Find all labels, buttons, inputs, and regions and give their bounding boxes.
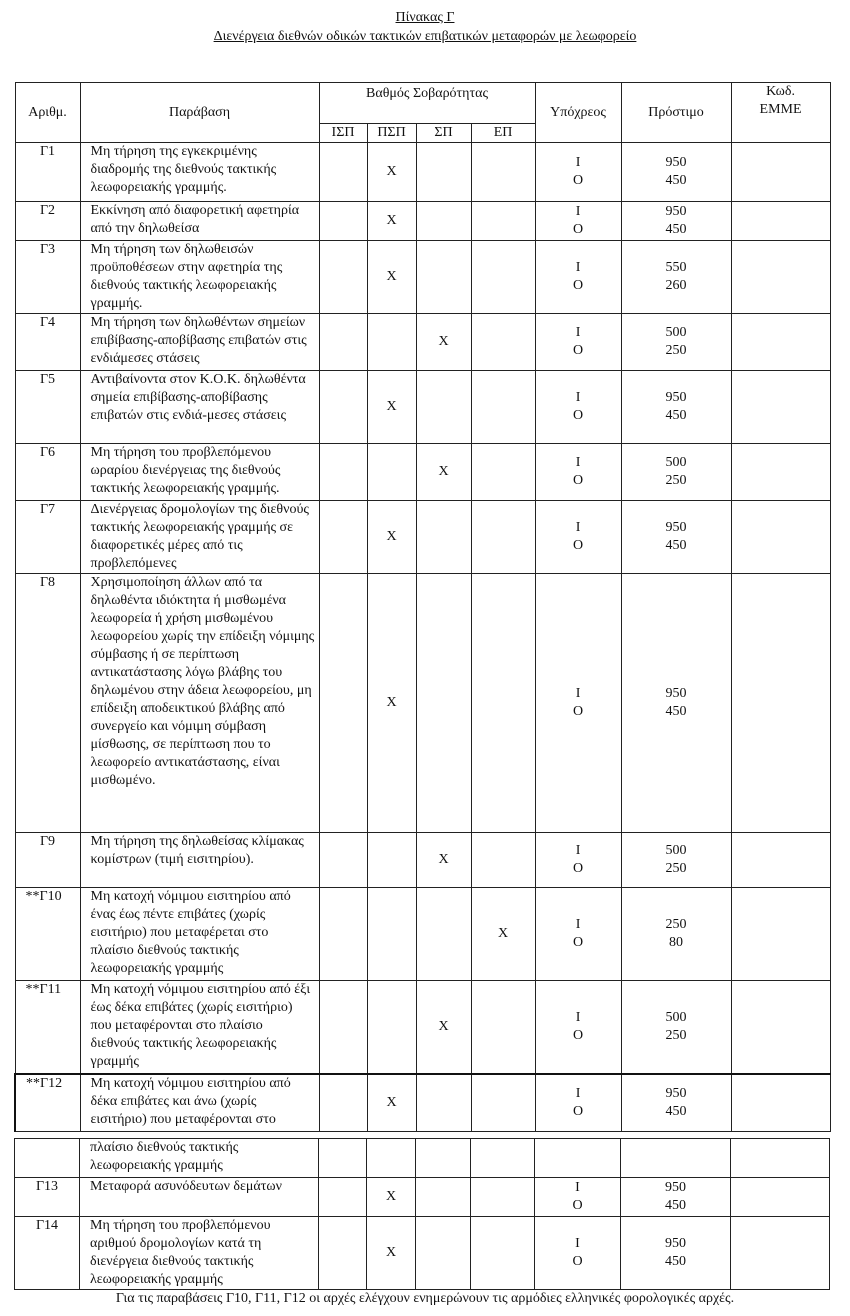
severity-isp xyxy=(319,888,367,981)
severity-sp xyxy=(416,1217,471,1290)
fine-amount xyxy=(621,444,731,501)
header-fine: Πρόστιμο xyxy=(621,83,731,143)
severity-isp xyxy=(319,371,367,444)
severity-ep xyxy=(471,1074,535,1132)
severity-psp: X xyxy=(367,574,416,833)
fine-amount xyxy=(621,1178,731,1217)
obliged-party-line-2: Ο xyxy=(572,1104,584,1119)
severity-psp xyxy=(367,1139,416,1178)
severity-ep xyxy=(471,501,535,574)
obliged-party-line-2: Ο xyxy=(572,1198,583,1213)
obliged-party-line-2: Ο xyxy=(572,861,584,876)
violation-number: **Γ12 xyxy=(15,1074,80,1132)
violation-number: Γ4 xyxy=(15,314,80,371)
obliged-party-line-2: Ο xyxy=(572,1254,583,1269)
severity-isp xyxy=(319,314,367,371)
obliged-party-line-2: Ο xyxy=(572,343,584,358)
severity-sp xyxy=(416,1178,471,1217)
violation-description: Μη τήρηση της εγκεκριμένης διαδρομής της διεθνούς τακτικής λεωφορειακής γραμμής. xyxy=(80,143,319,202)
severity-isp xyxy=(319,833,367,888)
obliged-party-line-2: Ο xyxy=(572,408,584,423)
fine-amount-line-2: 250 xyxy=(665,861,687,876)
header-severity-ep: ΕΠ xyxy=(471,124,535,143)
violation-description: Μεταφορά ασυνόδευτων δεμάτων xyxy=(80,1178,319,1217)
table-row xyxy=(15,371,830,444)
obliged-party xyxy=(535,371,621,444)
obliged-party xyxy=(535,1139,621,1178)
obliged-party-line-2: Ο xyxy=(572,935,584,950)
table-row xyxy=(15,1178,830,1217)
severity-ep xyxy=(471,202,535,241)
severity-ep xyxy=(471,1139,535,1178)
obliged-party-line-1: Ι xyxy=(575,1010,581,1025)
severity-psp: X xyxy=(367,202,416,241)
severity-sp xyxy=(416,501,471,574)
violation-number: Γ9 xyxy=(15,833,80,888)
violation-description: Μη τήρηση της δηλωθείσας κλίμακας κομίστρων (τιμή εισιτηρίου). xyxy=(80,833,319,888)
fine-amount-line-1: 950 xyxy=(665,1086,687,1101)
header-severity-isp: ΙΣΠ xyxy=(319,124,367,143)
obliged-party-line-1: Ι xyxy=(575,455,581,470)
footnote: Για τις παραβάσεις Γ10, Γ11, Γ12 οι αρχές ελέγχουν ενημερώνουν τις αρμόδιες ελληνικές φορολογικές αρχές. xyxy=(115,1291,735,1306)
fine-amount-line-2: 250 xyxy=(665,1028,687,1043)
severity-isp xyxy=(319,1139,367,1178)
fine-amount-line-2: 250 xyxy=(665,473,687,488)
obliged-party xyxy=(535,1074,621,1132)
violations-table-continued xyxy=(14,1138,830,1290)
severity-isp xyxy=(319,501,367,574)
fine-amount-line-2: 450 xyxy=(665,1254,686,1269)
violation-description: Διενέργειας δρομολογίων της διεθνούς τακτικής λεωφορειακής γραμμής σε διαφορετικές μέρες από τις προβλεπόμενες xyxy=(80,501,319,574)
table-row xyxy=(15,501,830,574)
fine-amount-line-1: 950 xyxy=(665,686,687,701)
fine-amount-line-1: 550 xyxy=(665,260,687,275)
code-emme xyxy=(731,1178,830,1217)
severity-sp xyxy=(416,371,471,444)
severity-psp xyxy=(367,981,416,1075)
obliged-party-line-1: Ι xyxy=(575,390,581,405)
obliged-party-line-1: Ι xyxy=(575,917,581,932)
severity-sp xyxy=(416,202,471,241)
violation-number xyxy=(15,1139,80,1178)
severity-psp: X xyxy=(367,1217,416,1290)
obliged-party-line-2: Ο xyxy=(572,704,584,719)
violation-description: Μη κατοχή νόμιμου εισιτηρίου από δέκα επιβάτες και άνω (χωρίς εισιτήριο) που μεταφέρονται στο xyxy=(80,1074,319,1132)
fine-amount-line-1: 250 xyxy=(665,917,687,932)
obliged-party xyxy=(535,241,621,314)
obliged-party-line-1: Ι xyxy=(575,1180,580,1195)
violation-description: Αντιβαίνοντα στον Κ.Ο.Κ. δηλωθέντα σημεία επιβίβασης-αποβίβασης επιβατών στις ενδιά-μεσες στάσεις xyxy=(80,371,319,444)
header-num: Αριθμ. xyxy=(15,83,80,143)
obliged-party-line-1: Ι xyxy=(575,843,581,858)
code-emme xyxy=(731,1074,830,1132)
obliged-party-line-2: Ο xyxy=(572,1028,584,1043)
header-code-line-1: Κωδ. xyxy=(766,84,795,99)
violation-number: Γ5 xyxy=(15,371,80,444)
obliged-party xyxy=(535,1178,621,1217)
obliged-party-line-1: Ι xyxy=(575,155,581,170)
obliged-party xyxy=(535,444,621,501)
fine-amount-line-1: 950 xyxy=(665,390,687,405)
fine-amount xyxy=(621,833,731,888)
severity-ep xyxy=(471,371,535,444)
violation-number: **Γ10 xyxy=(15,888,80,981)
severity-psp xyxy=(367,314,416,371)
code-emme xyxy=(731,1139,830,1178)
severity-isp xyxy=(319,241,367,314)
severity-ep xyxy=(471,241,535,314)
severity-psp: X xyxy=(367,501,416,574)
table-row xyxy=(15,444,830,501)
code-emme xyxy=(731,833,830,888)
code-emme xyxy=(731,1217,830,1290)
obliged-party xyxy=(535,501,621,574)
fine-amount-line-2: 450 xyxy=(665,704,687,719)
table-row xyxy=(15,314,830,371)
obliged-party xyxy=(535,574,621,833)
header-severity-sp: ΣΠ xyxy=(416,124,471,143)
severity-ep: X xyxy=(471,888,535,981)
severity-psp xyxy=(367,888,416,981)
table-row xyxy=(15,202,830,241)
violation-number: Γ6 xyxy=(15,444,80,501)
code-emme xyxy=(731,888,830,981)
obliged-party-line-1: Ι xyxy=(575,204,581,219)
header-code-line-2: ΕΜΜΕ xyxy=(759,102,802,117)
severity-isp xyxy=(319,143,367,202)
fine-amount xyxy=(621,202,731,241)
severity-isp xyxy=(319,1074,367,1132)
fine-amount-line-1: 950 xyxy=(665,204,687,219)
severity-sp xyxy=(416,1139,471,1178)
header-violation: Παράβαση xyxy=(80,83,319,143)
severity-isp xyxy=(319,574,367,833)
obliged-party-line-1: Ι xyxy=(575,260,581,275)
fine-amount-line-1: 500 xyxy=(665,1010,687,1025)
fine-amount-line-1: 950 xyxy=(665,1180,686,1195)
severity-ep xyxy=(471,981,535,1075)
violation-number: Γ2 xyxy=(15,202,80,241)
fine-amount-line-1: 950 xyxy=(665,155,687,170)
severity-ep xyxy=(471,833,535,888)
obliged-party-line-1: Ι xyxy=(575,686,581,701)
code-emme xyxy=(731,444,830,501)
severity-ep xyxy=(471,574,535,833)
violation-number: Γ3 xyxy=(15,241,80,314)
violation-description: Μη κατοχή νόμιμου εισιτηρίου από έξι έως δέκα επιβάτες (χωρίς εισιτήριο) που μεταφέρονται στο πλαίσιο διεθνούς τακτικής λεωφορειακής γραμμής xyxy=(80,981,319,1075)
table-title: Πίνακας Γ xyxy=(395,10,455,25)
table-row xyxy=(15,981,830,1075)
violation-description: Μη κατοχή νόμιμου εισιτηρίου από ένας έως πέντε επιβάτες (χωρίς εισιτήριο) που μεταφέρεται στο πλαίσιο διεθνούς τακτικής λεωφορειακής γραμμής xyxy=(80,888,319,981)
code-emme xyxy=(731,574,830,833)
fine-amount-line-2: 450 xyxy=(665,538,687,553)
table-row xyxy=(15,1139,830,1178)
obliged-party xyxy=(535,888,621,981)
fine-amount-line-1: 950 xyxy=(665,520,687,535)
violations-table xyxy=(14,82,831,1132)
header-obliged: Υπόχρεος xyxy=(535,83,621,143)
code-emme xyxy=(731,981,830,1075)
fine-amount xyxy=(621,143,731,202)
fine-amount-line-1: 500 xyxy=(665,325,687,340)
table-row xyxy=(15,1074,830,1132)
severity-sp: X xyxy=(416,833,471,888)
severity-psp: X xyxy=(367,371,416,444)
obliged-party-line-1: Ι xyxy=(575,1086,581,1101)
header-severity: Βαθμός Σοβαρότητας xyxy=(319,83,535,124)
fine-amount xyxy=(621,574,731,833)
code-emme xyxy=(731,241,830,314)
fine-amount xyxy=(621,241,731,314)
violation-description: Εκκίνηση από διαφορετική αφετηρία από την δηλωθείσα xyxy=(80,202,319,241)
violation-number: Γ7 xyxy=(15,501,80,574)
severity-psp: X xyxy=(367,143,416,202)
table-row xyxy=(15,143,830,202)
fine-amount-line-2: 450 xyxy=(665,222,687,237)
violation-description: Μη τήρηση του προβλεπόμενου αριθμού δρομολογίων κατά τη διενέργεια διεθνούς τακτικής λεωφορειακής γραμμής xyxy=(80,1217,319,1290)
fine-amount-line-2: 450 xyxy=(665,408,687,423)
severity-sp xyxy=(416,1074,471,1132)
severity-sp: X xyxy=(416,314,471,371)
obliged-party-line-2: Ο xyxy=(572,278,584,293)
header-row xyxy=(15,83,830,124)
severity-psp: X xyxy=(367,241,416,314)
table-row xyxy=(15,1217,830,1290)
violation-number: **Γ11 xyxy=(15,981,80,1075)
code-emme xyxy=(731,143,830,202)
violation-description: πλαίσιο διεθνούς τακτικής λεωφορειακής γραμμής xyxy=(80,1139,319,1178)
severity-isp xyxy=(319,981,367,1075)
violation-description: Μη τήρηση των δηλωθέντων σημείων επιβίβασης-αποβίβασης επιβατών στις ενδιάμεσες στάσεις xyxy=(80,314,319,371)
severity-sp: X xyxy=(416,981,471,1075)
obliged-party-line-2: Ο xyxy=(572,473,584,488)
table-subtitle: Διενέργεια διεθνών οδικών τακτικών επιβατικών μεταφορών με λεωφορείο xyxy=(213,29,637,44)
severity-sp xyxy=(416,574,471,833)
severity-psp: X xyxy=(367,1178,416,1217)
severity-ep xyxy=(471,143,535,202)
severity-ep xyxy=(471,1217,535,1290)
obliged-party-line-1: Ι xyxy=(575,1236,580,1251)
obliged-party xyxy=(535,1217,621,1290)
severity-sp xyxy=(416,241,471,314)
severity-psp: X xyxy=(367,1074,416,1132)
fine-amount xyxy=(621,981,731,1075)
obliged-party-line-2: Ο xyxy=(572,173,584,188)
fine-amount xyxy=(621,314,731,371)
fine-amount xyxy=(621,888,731,981)
code-emme xyxy=(731,202,830,241)
violation-description: Χρησιμοποίηση άλλων από τα δηλωθέντα ιδιόκτητα ή μισθωμένα λεωφορεία ή χρήση μισθωμένου λεωφορείου χωρίς την επίδειξη νόμιμης σύμβασης ή σε περίπτωση αντικατάστασης λόγω βλάβης του δηλωμένου στην άδεια λεωφορείου, μη επίδειξη αποδεικτικού βλάβης από συνεργείο και νόμιμη σύμβαση μίσθωσης, σε περίπτωση που το λεωφορείο αντικατάστασης, είναι μισθωμένο. xyxy=(80,574,319,833)
obliged-party-line-1: Ι xyxy=(575,325,581,340)
violation-description: Μη τήρηση του προβλεπόμενου ωραρίου διενέργειας της διεθνούς τακτικής λεωφορειακής γραμμής. xyxy=(80,444,319,501)
severity-psp xyxy=(367,833,416,888)
severity-isp xyxy=(319,202,367,241)
severity-sp xyxy=(416,143,471,202)
severity-sp: X xyxy=(416,444,471,501)
fine-amount-line-2: 80 xyxy=(669,935,684,950)
fine-amount xyxy=(621,501,731,574)
obliged-party xyxy=(535,981,621,1075)
fine-amount-line-2: 450 xyxy=(665,1104,687,1119)
obliged-party-line-2: Ο xyxy=(572,222,584,237)
violation-number: Γ14 xyxy=(15,1217,80,1290)
obliged-party xyxy=(535,202,621,241)
fine-amount xyxy=(621,1074,731,1132)
code-emme xyxy=(731,501,830,574)
table-row xyxy=(15,833,830,888)
violation-number: Γ13 xyxy=(15,1178,80,1217)
fine-amount-line-1: 500 xyxy=(665,843,687,858)
header-severity-psp: ΠΣΠ xyxy=(367,124,416,143)
severity-isp xyxy=(319,1217,367,1290)
obliged-party xyxy=(535,314,621,371)
header-code xyxy=(731,83,830,143)
severity-sp xyxy=(416,888,471,981)
fine-amount-line-1: 950 xyxy=(665,1236,686,1251)
severity-isp xyxy=(319,444,367,501)
fine-amount-line-1: 500 xyxy=(665,455,687,470)
code-emme xyxy=(731,371,830,444)
fine-amount-line-2: 450 xyxy=(665,1198,686,1213)
obliged-party xyxy=(535,833,621,888)
violation-description: Μη τήρηση των δηλωθεισών προϋποθέσεων στην αφετηρία της διεθνούς τακτικής λεωφορειακής γραμμής. xyxy=(80,241,319,314)
violation-number: Γ8 xyxy=(15,574,80,833)
fine-amount-line-2: 450 xyxy=(665,173,687,188)
obliged-party xyxy=(535,143,621,202)
table-row xyxy=(15,574,830,833)
fine-amount-line-2: 250 xyxy=(665,343,687,358)
obliged-party-line-1: Ι xyxy=(575,520,581,535)
fine-amount xyxy=(621,371,731,444)
severity-ep xyxy=(471,1178,535,1217)
severity-isp xyxy=(319,1178,367,1217)
violation-number: Γ1 xyxy=(15,143,80,202)
obliged-party-line-2: Ο xyxy=(572,538,584,553)
fine-amount-line-2: 260 xyxy=(665,278,687,293)
fine-amount xyxy=(621,1139,731,1178)
code-emme xyxy=(731,314,830,371)
title-block xyxy=(0,8,850,46)
severity-ep xyxy=(471,314,535,371)
fine-amount xyxy=(621,1217,731,1290)
table-row xyxy=(15,241,830,314)
severity-psp xyxy=(367,444,416,501)
severity-ep xyxy=(471,444,535,501)
table-row xyxy=(15,888,830,981)
